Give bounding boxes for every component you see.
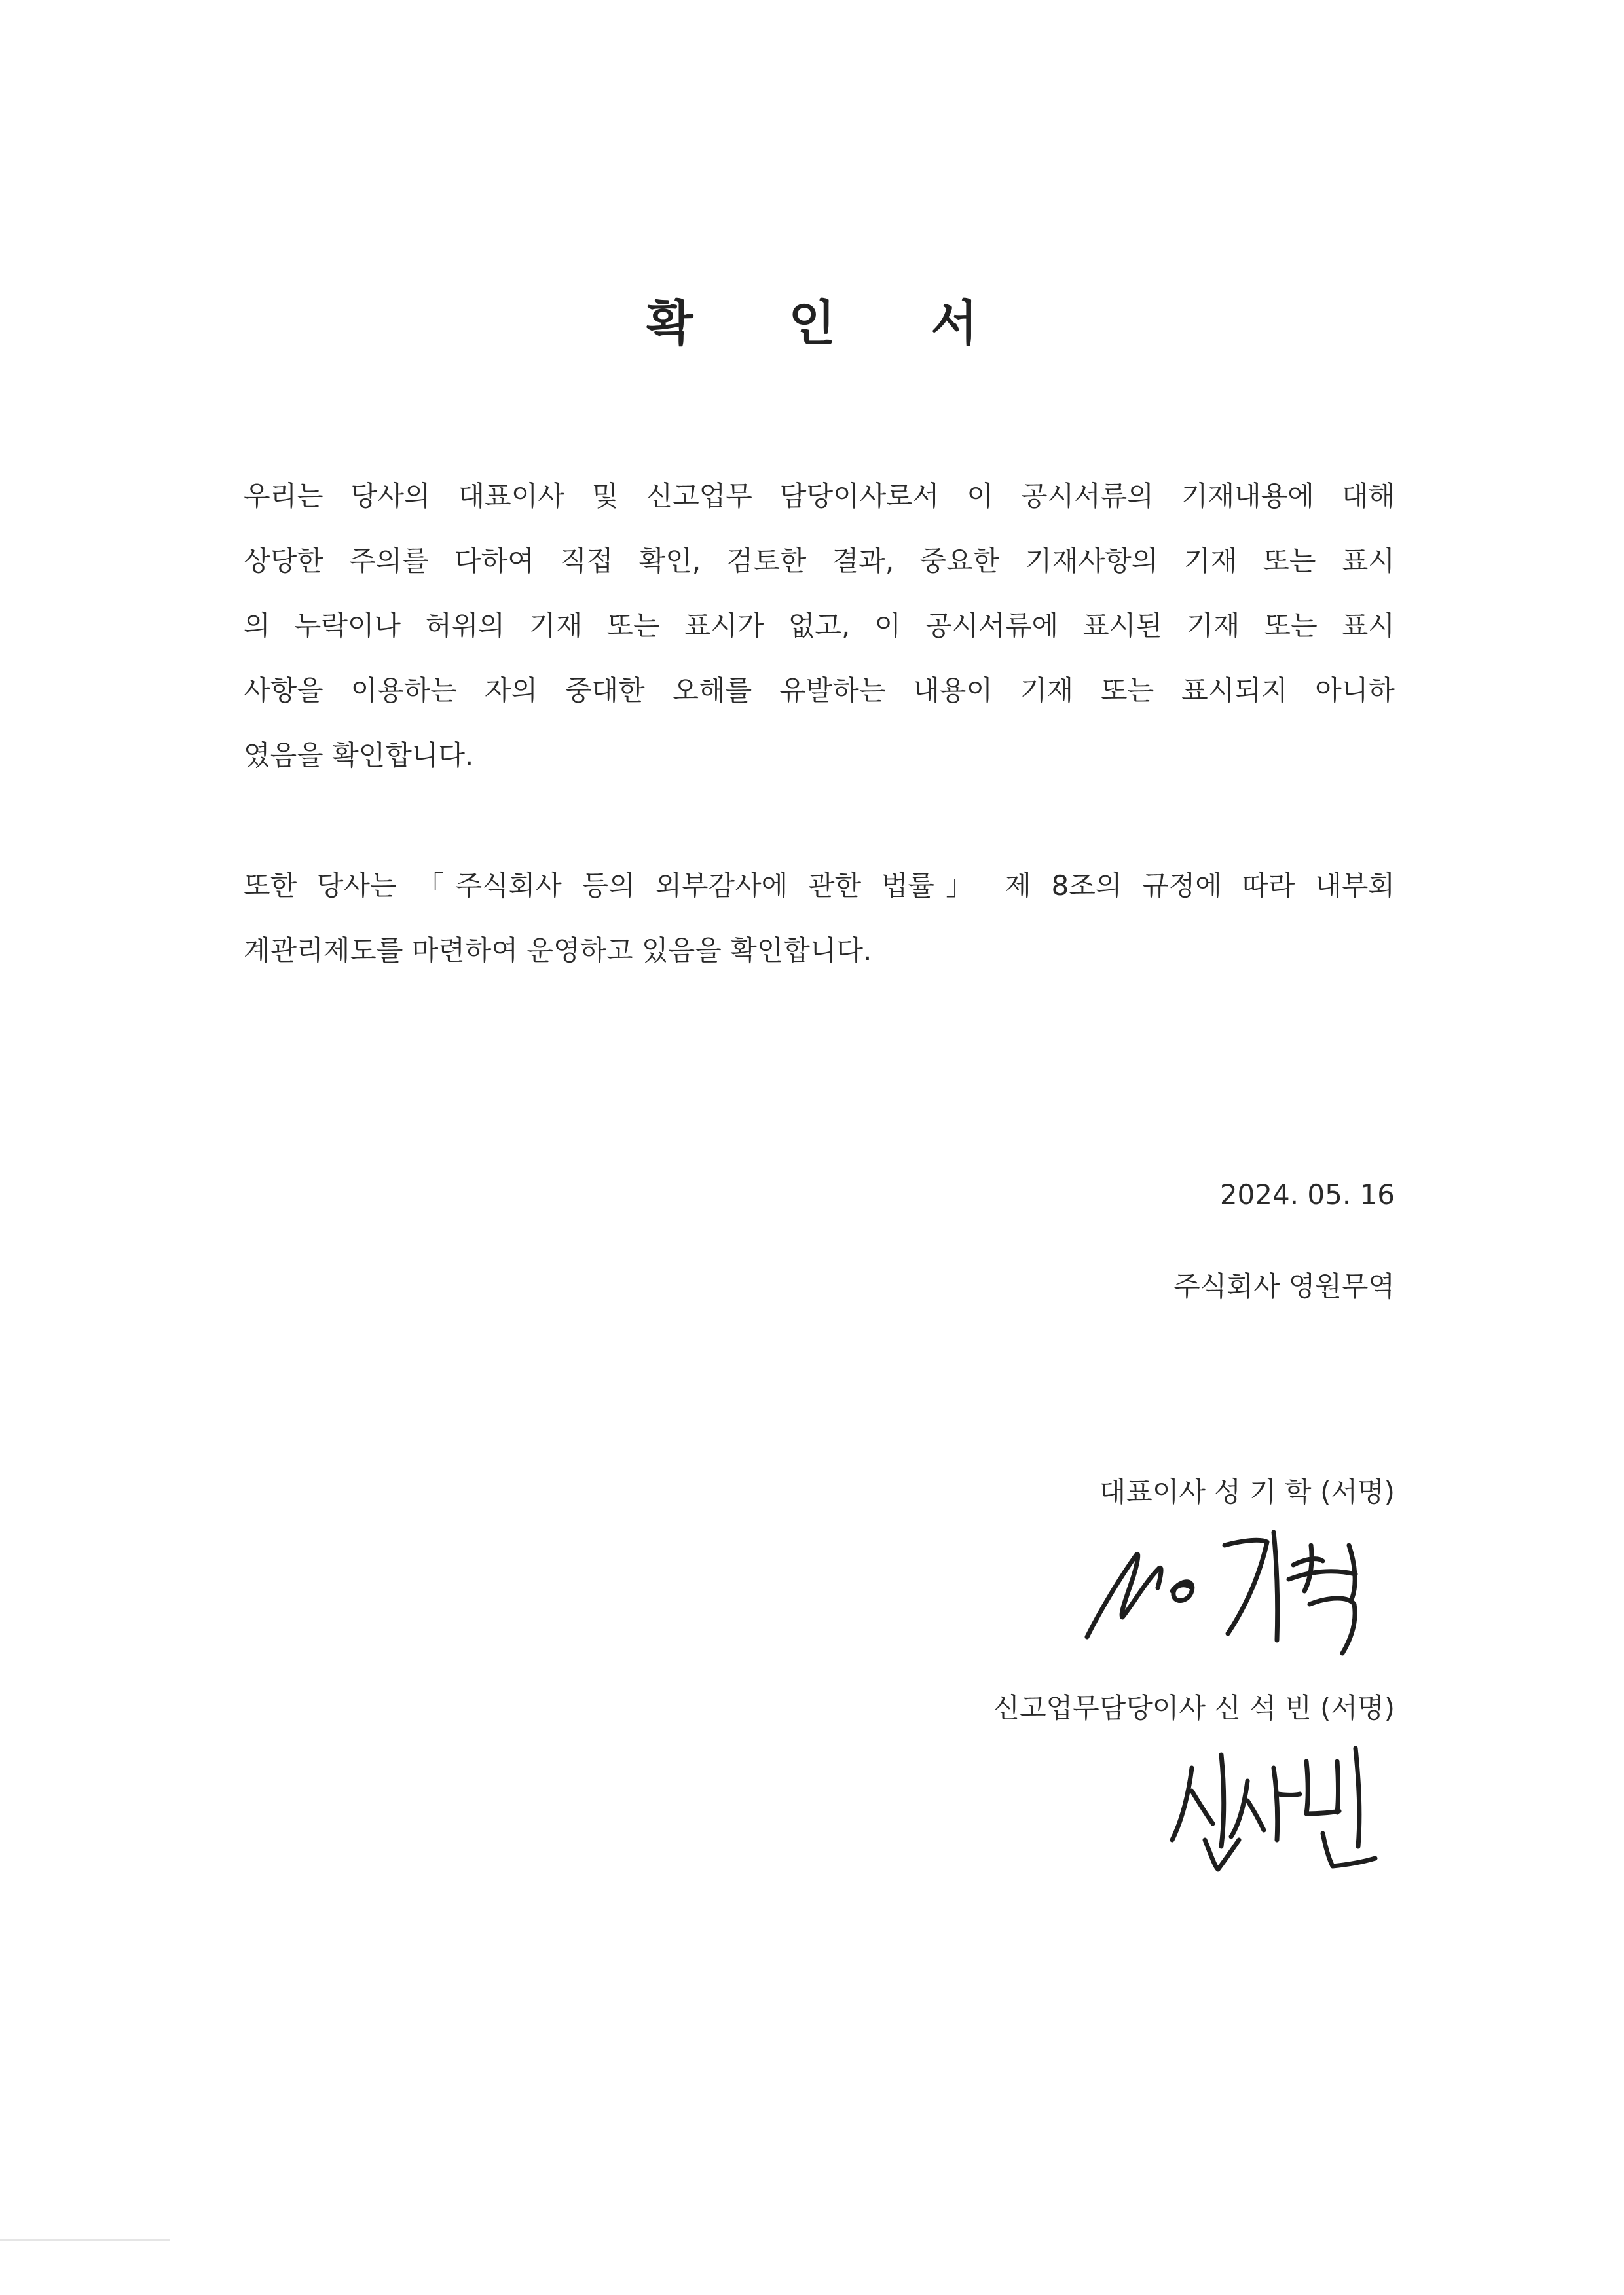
paragraph-line: 상당한 주의를 다하여 직접 확인, 검토한 결과, 중요한 기재사항의 기재 또는 표시	[244, 545, 1395, 577]
company-name: 주식회사 영원무역	[1173, 1270, 1395, 1302]
internal-control-paragraph	[244, 853, 1395, 983]
ceo-signature-line: 대표이사 성 기 학 (서명)	[1099, 1476, 1395, 1508]
officer-signature-line: 신고업무담당이사 신 석 빈 (서명)	[993, 1692, 1395, 1724]
paragraph-line: 사항을 이용하는 자의 중대한 오해를 유발하는 내용이 기재 또는 표시되지 아니하	[244, 674, 1395, 707]
scan-edge-mark	[0, 2239, 170, 2241]
paragraph-line: 였음을 확인합니다.	[244, 739, 474, 771]
paragraph-line: 우리는 당사의 대표이사 및 신고업무 담당이사로서 이 공시서류의 기재내용에 대해	[244, 480, 1395, 512]
confirmation-paragraph	[244, 464, 1395, 788]
paragraph-line: 의 누락이나 허위의 기재 또는 표시가 없고, 이 공시서류에 표시된 기재 또는 표시	[244, 610, 1395, 642]
ceo-handwritten-signature	[1074, 1506, 1401, 1657]
document-date: 2024. 05. 16	[1219, 1179, 1395, 1211]
document-title: 확 인 서	[646, 295, 1017, 352]
paragraph-line: 또한 당사는 「주식회사 등의 외부감사에 관한 법률」 제 8조의 규정에 따라 내부회	[244, 870, 1395, 902]
paragraph-line: 계관리제도를 마련하여 운영하고 있음을 확인합니다.	[244, 934, 872, 966]
officer-handwritten-signature	[1166, 1742, 1382, 1873]
